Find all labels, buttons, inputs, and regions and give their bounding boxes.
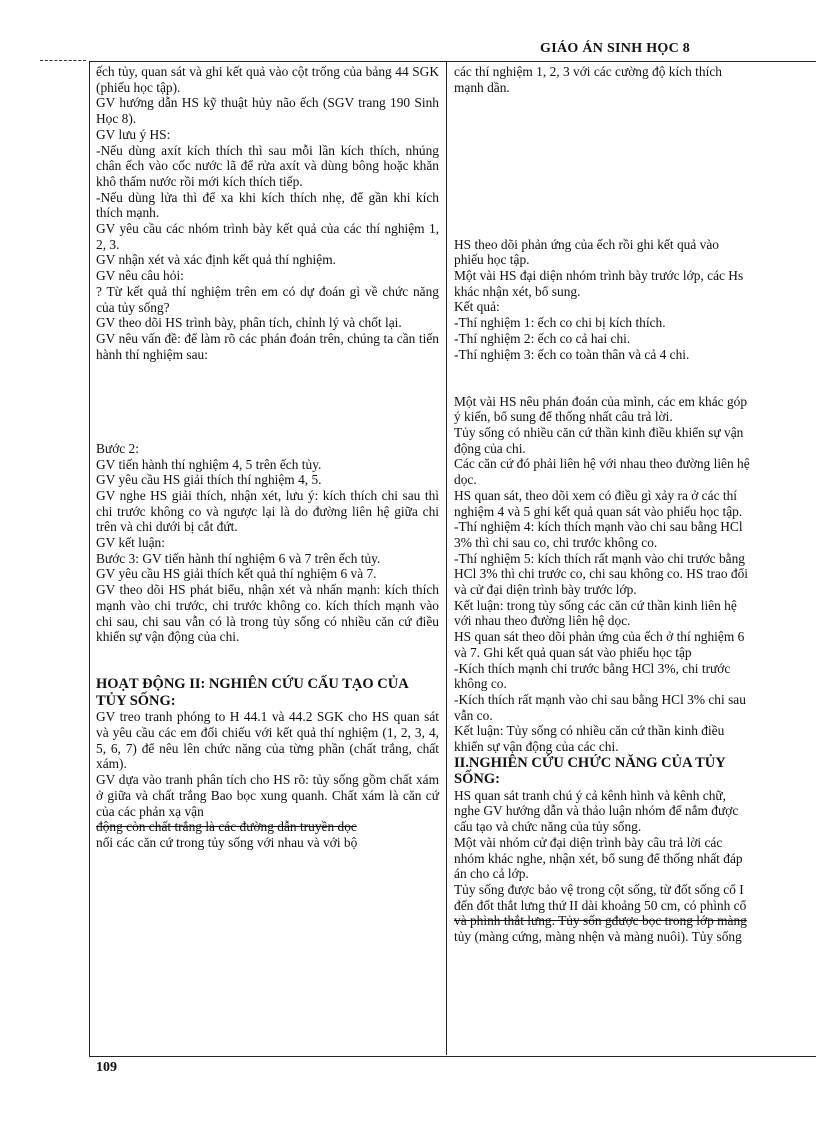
left-paragraph: GV nêu vấn đề: để làm rõ các phán đoán trên, chúng ta cần tiến hành thí nghiệm sau:: [96, 330, 439, 362]
struck-line: động còn chất trắng là các đường dẫn truyền dọc: [96, 819, 357, 835]
right-line: không co.: [454, 676, 507, 692]
right-line: án cho cả lớp.: [454, 866, 529, 882]
left-column: [96, 64, 439, 851]
left-paragraph: GV dựa vào tranh phân tích cho HS rõ: tủy sống gồm chất xám ở giữa và chất trắng Bao bọc xung quanh. Chất xám là căn cứ của các phản xạ vận: [96, 772, 439, 819]
left-paragraph: GV tiến hành thí nghiệm 4, 5 trên ếch tủy.: [96, 456, 322, 472]
struck-line: và phình thắt lưng. Tủy sốn gđược bọc trong lớp màng: [454, 913, 747, 929]
right-line: Một vài HS đại diện nhóm trình bày trước lớp, các Hs: [454, 268, 744, 283]
section-heading: II.NGHIÊN CỨU CHỨC NĂNG CỦA TỦY: [454, 754, 726, 771]
page-number: 109: [96, 1060, 117, 1075]
right-line: Kết quả:: [454, 299, 500, 315]
right-line: và cử đại diện trình bày trước lớp.: [454, 582, 637, 598]
right-line: HS theo dõi phản ứng của ếch rồi ghi kết quả vào: [454, 236, 719, 252]
left-paragraph: GV nghe HS giải thích, nhận xét, lưu ý: kích thích chi sau thì chi trước không co và ngược lại là do đường liên hệ giữa chi trên và chi dưới bị cắt đứt.: [96, 487, 439, 535]
right-line: -Thí nghiệm 1: ếch co chi bị kích thích.: [454, 315, 666, 331]
right-line: mạnh dần.: [454, 79, 510, 95]
right-line: các thí nghiệm 1, 2, 3 với các cường độ kích thích: [454, 64, 722, 79]
left-paragraph: -Nếu dùng lửa thì để xa khi kích thích nhẹ, để gần khi kích thích mạnh.: [96, 189, 439, 221]
right-line: -Thí nghiệm 2: ếch co cả hai chi.: [454, 330, 631, 346]
right-line: động của chi.: [454, 440, 526, 456]
right-line: ý kiến, bổ sung để thống nhất câu trả lời.: [454, 409, 673, 425]
right-line: với nhau theo đường liên hệ dọc.: [454, 613, 631, 629]
right-line: Kết luận: trong tủy sống các căn cứ thần kinh liên hệ: [454, 597, 737, 613]
right-line: 3% thì chi sau co, chi trước không co.: [454, 534, 658, 550]
column-divider: [446, 61, 447, 1055]
right-line: Tủy sống có nhiều căn cứ thần kinh điều khiển sự vận: [454, 425, 744, 440]
left-paragraph: GV yêu cầu HS giải thích thí nghiệm 4, 5.: [96, 472, 322, 488]
left-paragraph: GV yêu cầu các nhóm trình bày kết quả của các thí nghiệm 1, 2, 3.: [96, 221, 439, 252]
right-line: HCl 3% thì chi trước co, chi sau không co. HS trao đổi: [454, 566, 749, 582]
header-dashes: [40, 60, 86, 61]
right-line: Các căn cứ đó phải liên hệ với nhau theo đường liên hệ: [454, 456, 750, 472]
right-line: HS quan sát, theo dõi xem có điều gì xảy ra ở các thí: [454, 487, 738, 503]
right-line: cấu tạo và chức năng của tủy sống.: [454, 819, 642, 835]
right-line: -Kích thích mạnh chi trước bằng HCl 3%, chi trước: [454, 660, 731, 676]
right-line: tủy (màng cứng, màng nhện và màng nuôi). Tủy sống: [454, 929, 742, 945]
right-line: dọc.: [454, 472, 477, 488]
left-paragraph: Bước 2:: [96, 440, 139, 456]
right-line: nghiệm 4 và 5 ghi kết quả quan sát vào phiếu học tập.: [454, 503, 743, 519]
right-line: Tủy sống được bảo vệ trong cột sống, từ đốt sống cổ I: [454, 881, 744, 897]
left-paragraph: GV kết luận:: [96, 535, 165, 551]
right-line: phiếu học tập.: [454, 252, 530, 268]
left-paragraph: GV treo tranh phóng to H 44.1 và 44.2 SGK cho HS quan sát và yêu cầu các em đối chiếu với kết quả thí nghiệm (1, 2, 3, 4, 5, 6, 7) để nêu lên chức năng của từng phần (chất trắng, chất xám).: [96, 709, 439, 772]
right-line: Kết luận: Tủy sống có nhiều căn cứ thần kinh điều: [454, 723, 725, 739]
left-paragraph: GV hướng dẫn HS kỹ thuật hủy não ếch (SGV trang 190 Sinh Học 8).: [96, 95, 439, 127]
page-header: GIÁO ÁN SINH HỌC 8: [540, 41, 691, 56]
left-paragraph: GV lưu ý HS:: [96, 126, 171, 142]
right-line: đến đốt thắt lưng thứ II dài khoảng 50 cm, có phình cổ: [454, 897, 747, 913]
left-paragraph: Bước 3: GV tiến hành thí nghiệm 6 và 7 trên ếch tủy.: [96, 550, 381, 566]
right-line: nhóm khác nghe, nhận xét, bổ sung để thống nhất đáp: [454, 850, 743, 866]
left-paragraph: ếch tủy, quan sát và ghi kết quả vào cột trống của bảng 44 SGK (phiếu học tập).: [96, 64, 439, 95]
left-paragraph: GV theo dõi HS phát biểu, nhận xét và nhấn mạnh: kích thích mạnh vào chi trước, chi trước không co. kích thích mạnh vào chi sau, chi sau vẫn có là trong tủy sống có nhiều căn cứ điều khiển sự vận động của chi.: [96, 582, 439, 645]
right-line: HS quan sát tranh chú ý cả kênh hình và kênh chữ,: [454, 787, 727, 803]
right-line: khác nhận xét, bổ sung.: [454, 283, 581, 299]
right-line: vẫn co.: [454, 707, 493, 723]
left-paragraph: GV nêu câu hỏi:: [96, 268, 184, 284]
left-paragraph: nối các căn cứ trong tủy sống với nhau và với bộ: [96, 834, 358, 850]
right-line: -Thí nghiệm 5: kích thích rất mạnh vào chi trước bằng: [454, 550, 745, 566]
left-paragraph: GV theo dõi HS trình bày, phân tích, chỉnh lý và chốt lại.: [96, 315, 402, 331]
right-line: và 7. Ghi kết quả quan sát vào phiếu học tập: [454, 644, 692, 660]
right-line: -Thí nghiệm 4: kích thích mạnh vào chi sau bằng HCl: [454, 519, 743, 535]
right-line: HS quan sát theo dõi phản ứng của ếch ở thí nghiệm 6: [454, 629, 745, 645]
right-line: khiển sự vận động của các chi.: [454, 739, 619, 755]
left-paragraph: GV nhận xét và xác định kết quả thí nghiệm.: [96, 252, 336, 268]
right-line: -Kích thích rất mạnh vào chi sau bằng HCl 3% chi sau: [454, 691, 746, 707]
left-paragraph: ? Từ kết quả thí nghiệm trên em có dự đoán gì về chức năng của tủy sống?: [96, 283, 439, 315]
right-column: [454, 64, 816, 945]
right-line: Một vài HS nêu phán đoán của mình, các em khác góp: [454, 393, 748, 409]
right-line: Một vài nhóm cử đại diện trình bày câu trả lời các: [454, 834, 723, 850]
section-heading: SỐNG:: [454, 771, 500, 788]
right-line: nghe GV hướng dẫn và thảo luận nhóm để nắm được: [454, 803, 739, 819]
left-paragraph: -Nếu dùng axít kích thích thì sau mỗi lần kích thích, nhúng chân ếch vào cốc nước lã để rửa axít và dùng bông hoặc khăn khô thấm nước rồi mới kích thích tiếp.: [96, 142, 439, 189]
left-paragraph: GV yêu cầu HS giải thích kết quả thí nghiệm 6 và 7.: [96, 566, 377, 582]
section-heading: HOẠT ĐỘNG II: NGHIÊN CỨU CẤU TẠO CỦA TỦY SỐNG:: [96, 676, 408, 709]
right-line: -Thí nghiệm 3: ếch co toàn thân và cả 4 chi.: [454, 346, 690, 362]
